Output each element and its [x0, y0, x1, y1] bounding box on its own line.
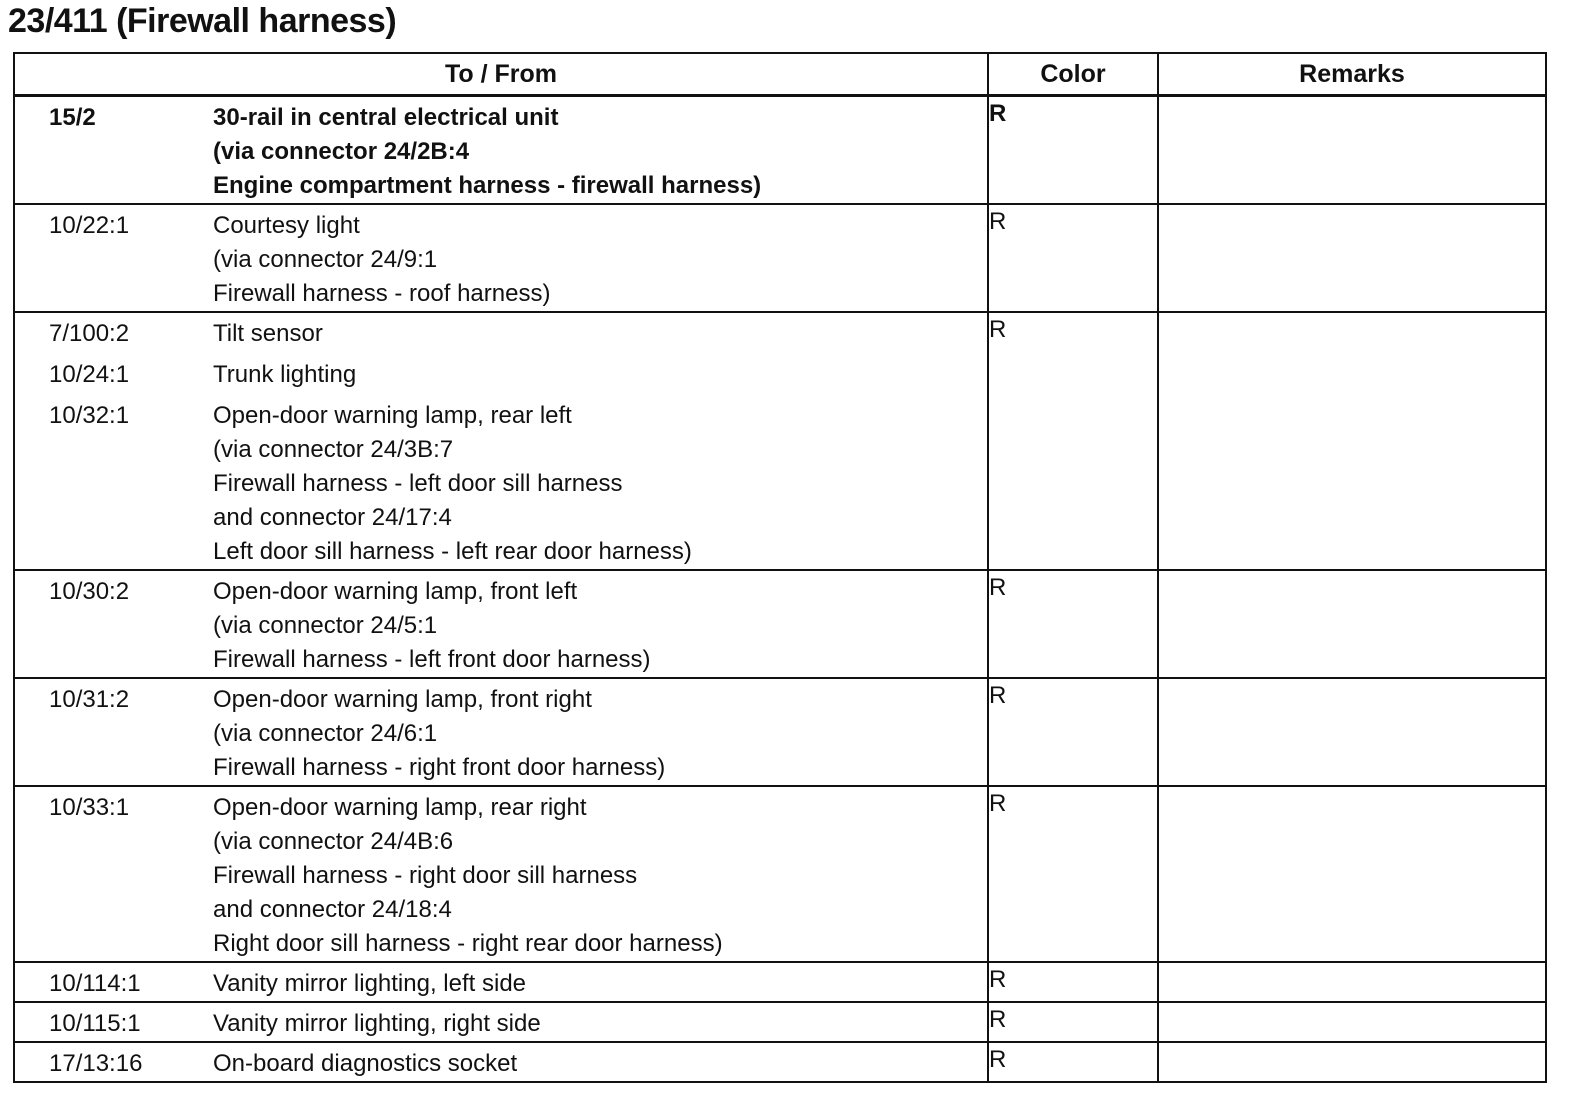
table-row [14, 96, 1546, 205]
color-cell [988, 96, 1158, 205]
terminal-code: 10/32:1 [49, 402, 130, 429]
terminal-code: 7/100:2 [49, 320, 130, 347]
description-line: (via connector 24/3B:7 [213, 436, 454, 463]
terminal-code: 17/13:16 [49, 1050, 143, 1077]
table-body [14, 96, 1546, 1083]
description-line: and connector 24/17:4 [213, 504, 452, 531]
to-from-cell [14, 96, 988, 205]
description-line: and connector 24/18:4 [213, 896, 452, 923]
description-line: (via connector 24/6:1 [213, 720, 438, 747]
terminal-code: 10/24:1 [49, 361, 130, 388]
description-line: (via connector 24/4B:6 [213, 828, 454, 855]
description-line: (via connector 24/9:1 [213, 246, 438, 273]
terminal-code: 10/115:1 [49, 1010, 141, 1037]
table-row [14, 204, 1546, 312]
connection-description [213, 209, 987, 311]
table-row [14, 1042, 1546, 1082]
wire-color: R [989, 682, 1007, 709]
wire-color: R [989, 574, 1007, 601]
to-from-cell [14, 204, 988, 312]
terminal-code: 15/2 [49, 104, 96, 131]
color-cell [988, 1002, 1158, 1042]
remarks-cell [1158, 678, 1546, 786]
description-line: Engine compartment harness - firewall harness) [213, 172, 762, 199]
to-from-cell [14, 678, 988, 786]
terminal-code: 10/31:2 [49, 686, 130, 713]
connection-entry [15, 787, 987, 961]
description-line: (via connector 24/2B:4 [213, 138, 470, 165]
connection-description [213, 1047, 987, 1081]
description-line: Firewall harness - left door sill harness [213, 470, 623, 497]
color-cell [988, 678, 1158, 786]
wire-color: R [989, 1006, 1007, 1033]
table-row [14, 962, 1546, 1002]
color-cell [988, 570, 1158, 678]
connection-description [213, 101, 987, 203]
color-cell [988, 1042, 1158, 1082]
header-remarks: Remarks [1158, 53, 1546, 96]
connection-description [213, 399, 987, 569]
description-line: Left door sill harness - left rear door harness) [213, 538, 692, 565]
table-row [14, 1002, 1546, 1042]
wire-color: R [989, 1046, 1007, 1073]
color-cell [988, 962, 1158, 1002]
color-cell [988, 204, 1158, 312]
connection-entry [15, 97, 987, 203]
wire-color: R [989, 316, 1007, 343]
connection-description [213, 358, 987, 392]
connection-description [213, 1007, 987, 1041]
remarks-cell [1158, 96, 1546, 205]
terminal-code: 10/30:2 [49, 578, 130, 605]
table-row [14, 786, 1546, 962]
remarks-cell [1158, 204, 1546, 312]
connection-entry [15, 392, 987, 569]
description-line: Open-door warning lamp, rear right [213, 794, 587, 821]
wire-color: R [989, 966, 1007, 993]
color-cell [988, 312, 1158, 570]
description-line: Open-door warning lamp, front right [213, 686, 592, 713]
remarks-cell [1158, 1002, 1546, 1042]
terminal-code: 10/33:1 [49, 794, 130, 821]
description-line: On-board diagnostics socket [213, 1050, 518, 1077]
table-row [14, 570, 1546, 678]
to-from-cell [14, 786, 988, 962]
page-title: 23/411 (Firewall harness) [8, 2, 397, 40]
wire-color: R [989, 100, 1007, 127]
to-from-cell [14, 1002, 988, 1042]
description-line: Open-door warning lamp, front left [213, 578, 578, 605]
header-row [14, 53, 1546, 96]
wiring-table [13, 52, 1547, 1083]
wire-color: R [989, 208, 1007, 235]
table-row [14, 678, 1546, 786]
to-from-cell [14, 962, 988, 1002]
remarks-cell [1158, 786, 1546, 962]
remarks-cell [1158, 1042, 1546, 1082]
description-line: Courtesy light [213, 212, 360, 239]
remarks-cell [1158, 962, 1546, 1002]
description-line: Right door sill harness - right rear door harness) [213, 930, 723, 957]
connection-entry [15, 1003, 987, 1041]
connection-description [213, 967, 987, 1001]
connection-entry [15, 963, 987, 1001]
description-line: Open-door warning lamp, rear left [213, 402, 572, 429]
description-line: Vanity mirror lighting, left side [213, 970, 527, 997]
remarks-cell [1158, 312, 1546, 570]
description-line: Firewall harness - right door sill harness [213, 862, 638, 889]
description-line: (via connector 24/5:1 [213, 612, 438, 639]
header-to-from: To / From [14, 53, 988, 96]
connection-entry [15, 313, 987, 351]
to-from-cell [14, 1042, 988, 1082]
description-line: Vanity mirror lighting, right side [213, 1010, 541, 1037]
remarks-cell [1158, 570, 1546, 678]
to-from-cell [14, 312, 988, 570]
connection-description [213, 683, 987, 785]
connection-entry [15, 679, 987, 785]
connection-description [213, 575, 987, 677]
description-line: Firewall harness - right front door harness) [213, 754, 666, 781]
to-from-cell [14, 570, 988, 678]
description-line: 30-rail in central electrical unit [213, 104, 559, 131]
terminal-code: 10/114:1 [49, 970, 141, 997]
connection-entry [15, 205, 987, 311]
header-color: Color [988, 53, 1158, 96]
connection-entry [15, 571, 987, 677]
description-line: Tilt sensor [213, 320, 323, 347]
connection-description [213, 791, 987, 961]
wire-color: R [989, 790, 1007, 817]
description-line: Firewall harness - roof harness) [213, 280, 551, 307]
description-line: Trunk lighting [213, 361, 357, 388]
terminal-code: 10/22:1 [49, 212, 130, 239]
color-cell [988, 786, 1158, 962]
connection-description [213, 317, 987, 351]
connection-entry [15, 1043, 987, 1081]
table-row [14, 312, 1546, 570]
description-line: Firewall harness - left front door harness) [213, 646, 651, 673]
connection-entry [15, 351, 987, 392]
